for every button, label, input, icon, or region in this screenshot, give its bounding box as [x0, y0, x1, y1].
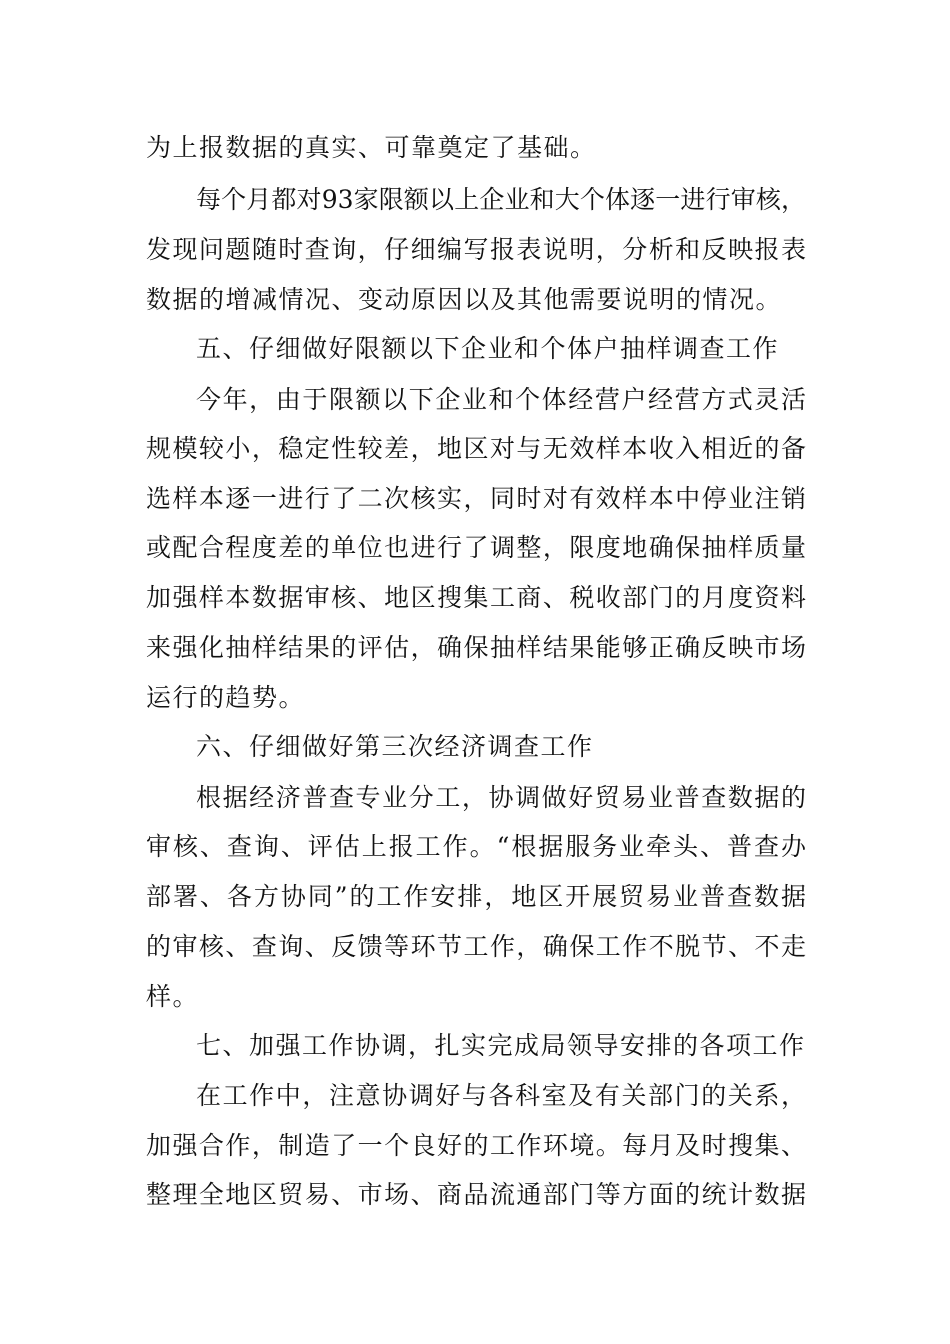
text-line: 每个月都对93家限额以上企业和大个体逐一进行审核，	[196, 185, 806, 214]
text-line: 规模较小，稳定性较差，地区对与无效样本收入相近的备	[146, 434, 806, 463]
text-line: 为上报数据的真实、可靠奠定了基础。	[146, 133, 597, 162]
section-heading: 七、加强工作协调，扎实完成局领导安排的各项工作	[196, 1031, 806, 1060]
text-line: 加强合作，制造了一个良好的工作环境。每月及时搜集、	[146, 1131, 806, 1160]
text-line: 发现问题随时查询，仔细编写报表说明，分析和反映报表	[146, 235, 806, 264]
text-line: 选样本逐一进行了二次核实，同时对有效样本中停业注销	[146, 484, 806, 513]
text-line: 或配合程度差的单位也进行了调整，限度地确保抽样质量	[146, 533, 806, 562]
section-heading: 五、仔细做好限额以下企业和个体户抽样调查工作	[196, 334, 780, 363]
text-line: 部署、各方协同”的工作安排，地区开展贸易业普查数据	[146, 882, 806, 911]
text-line: 在工作中，注意协调好与各科室及有关部门的关系，	[196, 1081, 806, 1110]
section-heading: 六、仔细做好第三次经济调查工作	[196, 732, 594, 761]
text-line: 今年，由于限额以下企业和个体经营户经营方式灵活	[196, 385, 806, 414]
text-line: 运行的趋势。	[146, 683, 306, 712]
text-line: 样。	[146, 982, 200, 1011]
text-line: 审核、查询、评估上报工作。“根据服务业牵头、普查办	[146, 832, 806, 861]
text-line: 根据经济普查专业分工，协调做好贸易业普查数据的	[196, 783, 806, 812]
text-line: 的审核、查询、反馈等环节工作，确保工作不脱节、不走	[146, 932, 806, 961]
text-line: 数据的增减情况、变动原因以及其他需要说明的情况。	[146, 285, 783, 314]
text-line: 整理全地区贸易、市场、商品流通部门等方面的统计数据	[146, 1180, 806, 1209]
text-line: 加强样本数据审核、地区搜集工商、税收部门的月度资料	[146, 583, 806, 612]
text-line: 来强化抽样结果的评估，确保抽样结果能够正确反映市场	[146, 633, 806, 662]
